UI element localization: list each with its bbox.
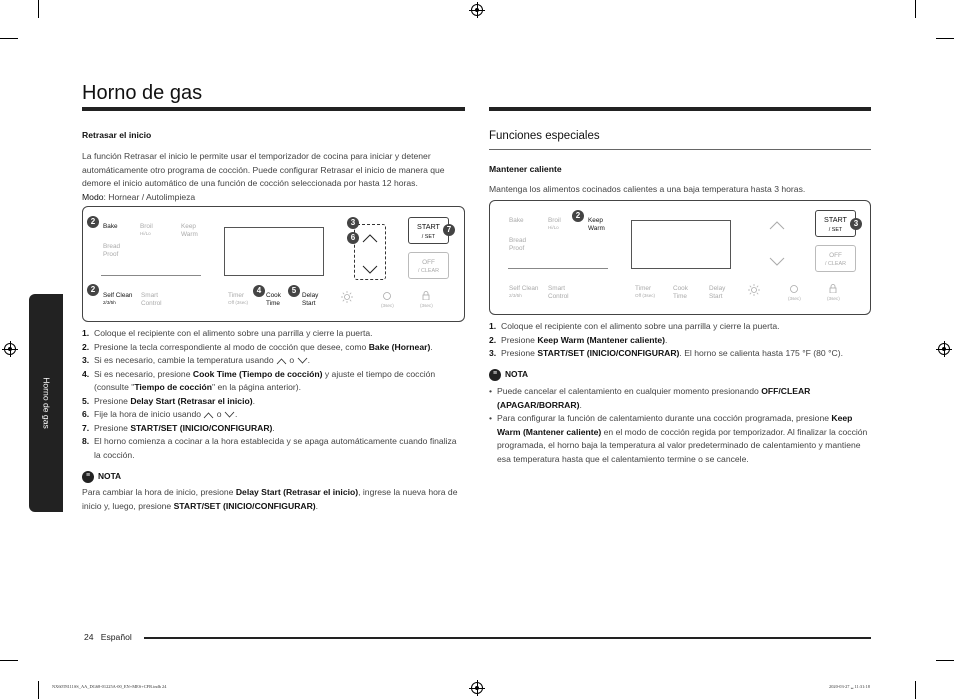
panel-timer-label: Timer (635, 285, 652, 292)
text: Si es necesario, presione (94, 368, 193, 379)
registration-mark-icon (4, 343, 16, 355)
panel-control: Control (548, 293, 569, 300)
bold-text: START/SET (INICIO/CONFIGURAR) (537, 348, 680, 358)
callout-2-self-clean: 2 (87, 284, 99, 296)
side-tab (29, 294, 63, 512)
crop-mark (915, 0, 916, 18)
panel-self-clean-sub: 2/3/5h (103, 300, 116, 305)
bold-text: START/SET (INICIO/CONFIGURAR) (130, 422, 273, 433)
panel-broil-sub: Hi/Lo (548, 225, 559, 230)
panel-self-clean (509, 285, 539, 299)
wifi-icon (382, 291, 392, 300)
panel-smart-control (141, 292, 162, 308)
text: en el modo de cocción regida por temporizador. Al finalizar la cocción programada, el horno baja la temperatura al valor predeterminado de calentamiento y mantiene esa temperatura hasta que el calentamiento termine o se cancele. (497, 426, 868, 464)
crop-mark (936, 38, 954, 39)
step-number: 2. (82, 341, 90, 352)
mode-label: Modo (82, 191, 104, 202)
crop-mark (0, 660, 18, 661)
title-rule-right (489, 107, 871, 111)
bold-text: Delay Start (Retrasar el inicio) (235, 487, 359, 497)
step-number: 3. (489, 348, 497, 358)
nota-bullet (489, 412, 871, 466)
lock-icon (828, 284, 838, 293)
step-number: 8. (82, 436, 90, 446)
panel-warm: Warm (588, 225, 605, 232)
panel-broil (140, 223, 153, 237)
up-arrow-icon (203, 411, 214, 419)
panel-timer-sub: Off (3sec) (635, 293, 656, 298)
down-arrow-icon (297, 357, 308, 365)
bold-text: OFF/CLEAR (APAGAR/BORRAR) (497, 386, 811, 410)
title-rule-left (82, 107, 465, 111)
up-arrow-icon (276, 357, 287, 365)
text: Para cambiar la hora de inicio, presione (82, 487, 236, 497)
down-arrow-icon (762, 255, 792, 269)
bold-text: Delay Start (Retrasar el inicio) (130, 395, 253, 406)
panel-bread-proof (509, 237, 526, 253)
panel-cook: Cook (266, 292, 281, 299)
panel-lock (827, 284, 840, 302)
text: . (252, 395, 255, 406)
panel-wifi (788, 284, 801, 302)
right-nota-label: NOTA (505, 369, 529, 379)
up-arrow-icon (762, 218, 792, 232)
panel-lock-sub: (3sec) (827, 296, 840, 301)
arrow-keys-highlight (354, 224, 386, 280)
panel-display (631, 220, 731, 269)
page-title: Horno de gas (82, 82, 203, 104)
footer-rule (144, 637, 871, 639)
panel-proof: Proof (509, 245, 525, 252)
panel-timer (228, 292, 248, 306)
step-item (82, 368, 462, 395)
step-number: 4. (82, 368, 90, 379)
step-number: 1. (82, 328, 90, 338)
text: y ajuste el tiempo de cocción (consulte " (94, 368, 436, 392)
page-footer (84, 631, 132, 644)
bold-text: Keep Warm (Mantener caliente) (497, 413, 853, 437)
page-language: Español (100, 632, 132, 642)
keep-warm-panel-illustration (489, 200, 871, 315)
text: o (287, 355, 297, 365)
bold-text: START/SET (INICIO/CONFIGURAR) (173, 500, 316, 511)
clear-label: / CLEAR (825, 260, 846, 267)
panel-cook-time (673, 285, 688, 301)
set-label: / SET (828, 226, 843, 233)
step-item (82, 327, 462, 341)
registration-mark-icon (471, 682, 483, 694)
text: Presione la tecla correspondiente al modo de cocción que desee, como (94, 341, 369, 352)
step-number: 5. (82, 395, 90, 406)
crop-mark (38, 0, 39, 18)
special-functions-title: Funciones especiales (489, 130, 600, 142)
panel-wifi-sub: (3sec) (381, 303, 394, 308)
panel-bread-proof (103, 243, 120, 259)
callout-7: 7 (443, 224, 455, 236)
light-icon (341, 291, 353, 303)
clear-label: / CLEAR (418, 267, 439, 274)
panel-smart-control (548, 285, 569, 301)
note-icon: ≡ (82, 471, 94, 483)
panel-timer-label: Timer (228, 292, 245, 299)
left-nota-title (82, 470, 121, 483)
panel-bread: Bread (103, 243, 121, 250)
panel-display (224, 227, 324, 276)
step-number: 3. (82, 355, 90, 365)
panel-timer-sub: Off (3sec) (228, 300, 249, 305)
section-rule (489, 149, 871, 150)
panel-self-clean-sub: 2/3/5h (509, 293, 522, 298)
panel-wifi-sub: (3sec) (788, 296, 801, 301)
step-item (489, 320, 871, 334)
panel-time: Time (673, 293, 687, 300)
text: . (272, 422, 275, 433)
panel-cook-time (266, 292, 281, 308)
note-icon: ≡ (489, 369, 501, 381)
panel-start: Start (302, 300, 316, 307)
delay-start-heading: Retrasar el inicio (82, 130, 152, 140)
step-number: 2. (489, 334, 497, 345)
panel-self-clean (103, 292, 133, 306)
panel-broil (548, 217, 561, 231)
step-item (82, 395, 462, 409)
start-label: START (417, 222, 440, 231)
panel-broil-label: Broil (548, 217, 561, 224)
delay-start-steps (82, 327, 462, 462)
panel-wifi (381, 291, 394, 309)
panel-self-clean-label: Self Clean (103, 292, 133, 299)
panel-lock-sub: (3sec) (420, 303, 433, 308)
mode-value: : Hornear / Autolimpieza (103, 191, 196, 202)
panel-broil-label: Broil (140, 223, 153, 230)
callout-6: 6 (347, 232, 359, 244)
crop-mark (38, 681, 39, 699)
step-item (82, 341, 462, 355)
up-arrow-icon (355, 231, 385, 245)
control-panel-illustration (82, 206, 465, 322)
callout-5: 5 (288, 285, 300, 297)
panel-keep-warm (588, 217, 605, 233)
bold-text: Tiempo de cocción (134, 382, 212, 392)
lock-icon (421, 291, 431, 300)
keep-warm-steps (489, 320, 871, 361)
panel-smart: Smart (141, 292, 159, 299)
panel-delay: Delay (709, 285, 726, 292)
page-number: 24 (84, 632, 94, 642)
panel-timer (635, 285, 655, 299)
step-item (489, 347, 871, 361)
wifi-icon (789, 284, 799, 293)
panel-smart: Smart (548, 285, 566, 292)
panel-delay-start (709, 285, 725, 301)
down-arrow-icon (224, 409, 238, 419)
panel-broil-sub: Hi/Lo (140, 231, 151, 236)
step-number: 1. (489, 321, 497, 331)
text: Coloque el recipiente con el alimento sobre una parrilla y cierre la puerta. (94, 328, 373, 338)
off-label: OFF (422, 259, 435, 266)
side-tab-label: Horno de gas (41, 377, 52, 429)
panel-keep-warm (181, 223, 198, 239)
text: Coloque el recipiente con el alimento sobre una parrilla y cierre la puerta. (501, 321, 780, 331)
step-number: 7. (82, 422, 90, 433)
panel-control: Control (141, 300, 162, 307)
text: Presione (501, 348, 538, 358)
panel-bread: Bread (509, 237, 527, 244)
bold-text: Bake (Hornear) (368, 341, 431, 352)
panel-proof: Proof (103, 251, 119, 258)
text: o (214, 409, 224, 419)
callout-2: 2 (572, 210, 584, 222)
panel-delay: Delay (302, 292, 319, 299)
text: El horno comienza a cocinar a la hora establecida y se apaga automáticamente cuando finaliza la cocción. (94, 436, 457, 460)
delay-start-intro (82, 150, 466, 204)
panel-lock (420, 291, 433, 309)
text: Puede cancelar el calentamiento en cualquier momento presionando (497, 386, 762, 396)
text: Presione (501, 334, 538, 345)
text: Presione (94, 422, 131, 433)
panel-cook: Cook (673, 285, 688, 292)
off-clear-button (815, 245, 856, 272)
text: " en la página anterior). (212, 382, 302, 392)
registration-mark-icon (938, 343, 950, 355)
right-nota-list (489, 385, 871, 466)
step-item (82, 408, 462, 422)
down-arrow-icon (355, 263, 385, 277)
light-icon (748, 284, 760, 296)
text: . (315, 500, 319, 511)
step-item (82, 435, 462, 462)
text: . (430, 341, 433, 352)
keep-warm-intro: Mantenga los alimentos cocinados calientes a una baja temperatura hasta 3 horas. (489, 184, 806, 194)
nota-bullet (489, 385, 871, 412)
panel-divider (101, 275, 201, 276)
left-nota-text (82, 486, 462, 513)
text: , ingrese la nueva hora de inicio y, luego, presione (82, 487, 458, 511)
slug-left: NX60T8111SS_AA_DG68-01225A-00_EN+MES+CFR.indb 24 (52, 684, 167, 689)
panel-keep: Keep (181, 223, 196, 230)
panel-bake: Bake (103, 223, 118, 230)
callout-4: 4 (253, 285, 265, 297)
panel-bake: Bake (509, 217, 524, 224)
step-item (489, 334, 871, 348)
callout-2-bake: 2 (87, 216, 99, 228)
text: Fije la hora de inicio usando (94, 409, 204, 419)
text: Si es necesario, cambie la temperatura usando (94, 355, 277, 365)
crop-mark (936, 660, 954, 661)
panel-time: Time (266, 300, 280, 307)
text: . (664, 334, 668, 345)
text: Presione (94, 395, 131, 406)
text: . El horno se calienta hasta 175 °F (80 °C). (679, 348, 843, 358)
bold-text: Cook Time (Tiempo de cocción) (192, 368, 323, 379)
text: Para configurar la función de calentamiento durante una cocción programada, presione (497, 413, 832, 423)
intro-text: La función Retrasar el inicio le permite usar el temporizador de cocina para iniciar y detener automáticamente otro programa de cocción. Puede configurar Retrasar el inicio de manera que demore el inicio automático de una función de cocción seleccionada por hasta 12 horas. (82, 151, 445, 188)
registration-mark-icon (471, 4, 483, 16)
panel-start: Start (709, 293, 723, 300)
step-item (82, 354, 462, 368)
set-label: / SET (421, 233, 436, 240)
crop-mark (0, 38, 18, 39)
callout-3: 3 (850, 218, 862, 230)
crop-mark (915, 681, 916, 699)
text: . (307, 355, 310, 365)
off-label: OFF (829, 252, 842, 259)
keep-warm-heading: Mantener caliente (489, 164, 562, 174)
right-nota-title (489, 368, 528, 381)
start-label: START (824, 215, 847, 224)
callout-3: 3 (347, 217, 359, 229)
step-item (82, 422, 462, 436)
text: . (234, 409, 238, 419)
slug-right: 2020-03-27 ␣ 11:31:18 (829, 684, 870, 689)
panel-divider (508, 268, 608, 269)
off-clear-button (408, 252, 449, 279)
panel-self-clean-label: Self Clean (509, 285, 539, 292)
text: . (579, 399, 582, 410)
panel-delay-start (302, 292, 318, 308)
left-nota-label: NOTA (98, 471, 122, 481)
panel-keep: Keep (588, 217, 603, 224)
panel-warm: Warm (181, 231, 198, 238)
step-number: 6. (82, 409, 90, 419)
bold-text: Keep Warm (Mantener caliente) (537, 334, 665, 345)
